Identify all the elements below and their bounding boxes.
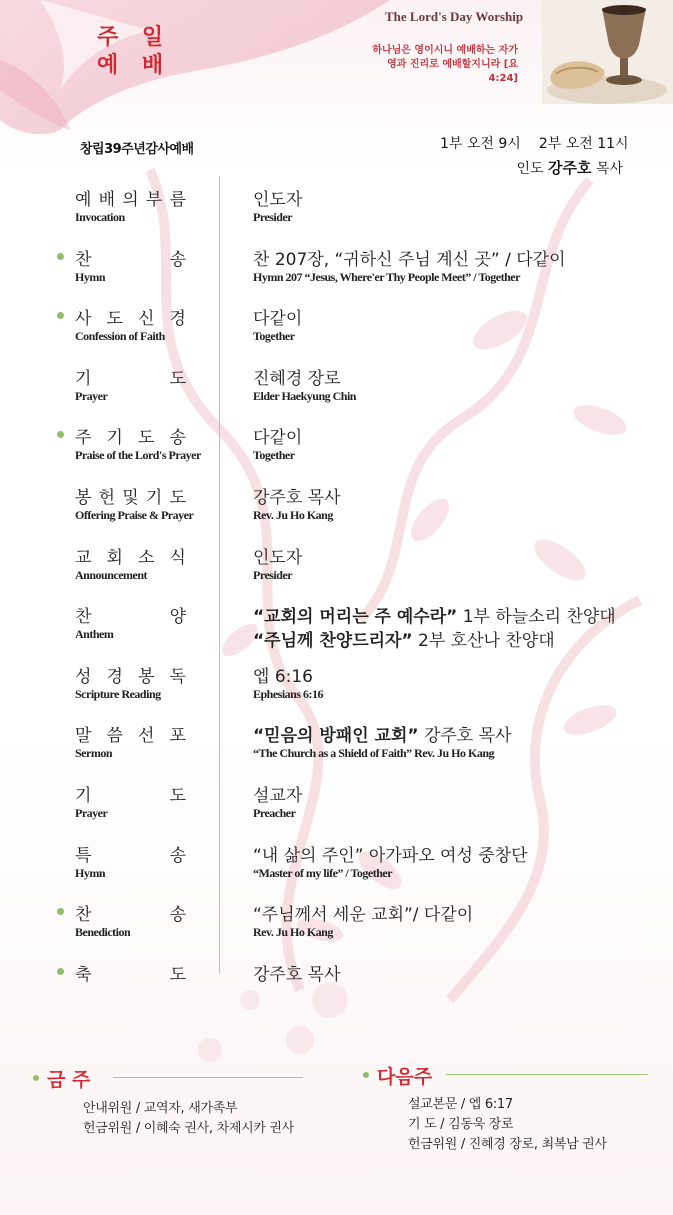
item-detail-text: 인도자 [253, 190, 303, 210]
item-title-char: 신 [138, 309, 156, 329]
item-title-char: 및 [122, 488, 140, 508]
item-title-char: 사 [75, 309, 93, 329]
order-item [0, 247, 673, 305]
item-title-korean [75, 185, 187, 210]
item-detail [253, 543, 302, 568]
item-detail-emphasis: “주님께 찬양드리자” [253, 631, 413, 651]
order-item [0, 962, 673, 1020]
next-week-line: 헌금위원 / 진혜경 장로, 최복남 권사 [408, 1137, 607, 1152]
item-detail [253, 185, 302, 210]
item-title-char: 봉 [75, 488, 93, 508]
item-detail [253, 900, 473, 925]
item-detail-text: 강주호 목사 [418, 726, 512, 746]
item-title-char: 성 [75, 667, 93, 687]
this-week-bullet [33, 1075, 39, 1081]
order-item [0, 664, 673, 722]
item-detail [253, 841, 528, 866]
item-detail-english: Elder Haekyung Chin [253, 389, 356, 403]
communion-cup-illustration [542, 0, 673, 104]
this-week-line: 헌금위원 / 이혜숙 권사, 차제시카 권사 [83, 1121, 294, 1136]
this-week-title: 금 주 [47, 1069, 91, 1091]
item-detail-emphasis: “교회의 머리는 주 예수라” [253, 607, 458, 627]
item-detail-english: Presider [253, 568, 293, 582]
header-verse: 하나님은 영이시니 예배하는 자가 영과 진리로 예배할지니라 [요4:24] [372, 45, 518, 84]
next-week-rule [446, 1074, 648, 1075]
order-item [0, 843, 673, 901]
item-detail-english: Presider [253, 210, 293, 224]
item-title-char: 의 [122, 190, 140, 210]
brand-title: The Lord's Day Worship [385, 9, 524, 24]
item-title-char: 회 [106, 548, 124, 568]
order-item [0, 783, 673, 841]
this-week-rule [113, 1077, 303, 1078]
item-detail-text: 1부 하늘소리 찬양대 [457, 607, 616, 627]
this-week-line: 안내위원 / 교역자, 새가족부 [83, 1101, 238, 1116]
item-title-char: 경 [169, 309, 187, 329]
item-detail-english: Together [253, 329, 295, 343]
item-title-korean [75, 841, 187, 866]
item-detail [253, 483, 341, 508]
item-detail-text: 진혜경 장로 [253, 369, 341, 389]
item-detail-second [253, 626, 555, 651]
order-item [0, 485, 673, 543]
item-title-english: Prayer [75, 806, 108, 820]
item-detail-english: Ephesians 6:16 [253, 687, 324, 701]
item-detail-text: 설교자 [253, 786, 303, 806]
item-detail-english: “The Church as a Shield of Faith” Rev. Ju Ho Kang [253, 746, 494, 760]
header-title: 주 일 예 배 [97, 25, 172, 78]
item-detail-text: 다같이 [253, 428, 303, 448]
item-title-char: 찬 [75, 250, 93, 270]
item-detail [253, 364, 341, 389]
item-title-char: 송 [169, 250, 187, 270]
item-title-char: 도 [169, 965, 187, 985]
item-detail [253, 602, 616, 627]
item-title-char: 포 [169, 726, 187, 746]
item-detail-english: “Master of my life” / Together [253, 866, 393, 880]
item-title-char: 도 [169, 488, 187, 508]
item-title-english: Prayer [75, 389, 108, 403]
item-title-char: 도 [169, 786, 187, 806]
item-detail-emphasis: “믿음의 방패인 교회” [253, 726, 419, 746]
item-detail-text: 인도자 [253, 548, 303, 568]
item-title-char: 부 [145, 190, 164, 210]
item-title-char: 찬 [75, 607, 93, 627]
item-title-english: Anthem [75, 627, 114, 641]
item-title-char: 송 [169, 846, 187, 866]
item-title-char: 찬 [75, 905, 93, 925]
item-title-char: 헌 [98, 488, 117, 508]
item-title-korean [75, 304, 187, 329]
item-title-char: 경 [106, 667, 124, 687]
item-title-korean [75, 364, 187, 389]
order-item [0, 902, 673, 960]
order-item [0, 425, 673, 483]
order-item [0, 604, 673, 662]
item-title-english: Praise of the Lord's Prayer [75, 448, 201, 462]
item-detail-text: 강주호 목사 [253, 965, 341, 985]
item-title-english: Scripture Reading [75, 687, 161, 701]
item-title-english: Benediction [75, 925, 131, 939]
item-title-korean [75, 245, 187, 270]
next-week-bullet [363, 1072, 369, 1078]
item-detail [253, 304, 302, 329]
next-week-line: 설교본문 / 엡 6:17 [408, 1097, 513, 1112]
item-detail-text: 강주호 목사 [253, 488, 341, 508]
item-title-char: 소 [138, 548, 156, 568]
item-detail [253, 423, 302, 448]
item-detail-text: 다같이 [253, 309, 303, 329]
item-title-char: 도 [106, 309, 124, 329]
item-bullet [57, 908, 64, 915]
item-title-char: 기 [75, 786, 93, 806]
item-title-korean [75, 602, 187, 627]
service-name: 창립39주년감사예배 [80, 142, 194, 157]
item-title-char: 기 [145, 488, 164, 508]
item-title-korean [75, 483, 187, 508]
item-detail-english: Preacher [253, 806, 296, 820]
item-title-english: Sermon [75, 746, 112, 760]
item-detail [253, 245, 566, 270]
item-title-char: 양 [169, 607, 187, 627]
this-week-notes [83, 1099, 294, 1139]
item-title-korean [75, 721, 187, 746]
item-title-korean [75, 423, 187, 448]
item-bullet [57, 253, 64, 260]
item-detail-text: 2부 호산나 찬양대 [412, 631, 555, 651]
item-detail [253, 960, 341, 985]
item-detail-text: “주님께서 세운 교회”/ 다같이 [253, 905, 474, 925]
service-leader: 인도 강주호 목사 [516, 159, 623, 177]
item-detail [253, 662, 313, 687]
item-title-char: 주 [75, 428, 93, 448]
item-title-english: Hymn [75, 866, 106, 880]
item-title-english: Confession of Faith [75, 329, 165, 343]
service-time-2: 2부 오전 11시 [538, 136, 629, 152]
item-bullet [57, 968, 64, 975]
item-title-char: 기 [75, 369, 93, 389]
item-title-english: Announcement [75, 568, 148, 582]
item-title-korean [75, 662, 187, 687]
item-title-char: 기 [106, 428, 124, 448]
item-detail-english: Hymn 207 “Jesus, Where'er Thy People Meet” / Together [253, 270, 520, 284]
item-title-char: 씀 [106, 726, 124, 746]
item-title-char: 교 [75, 548, 93, 568]
next-week-line: 기 도 / 김동욱 장로 [408, 1117, 514, 1132]
order-item [0, 306, 673, 364]
item-title-korean [75, 900, 187, 925]
item-title-char: 송 [169, 905, 187, 925]
item-title-char: 특 [75, 846, 93, 866]
item-title-char: 독 [169, 667, 187, 687]
order-item [0, 366, 673, 424]
item-detail-english: Together [253, 448, 295, 462]
item-bullet [57, 431, 64, 438]
item-detail-text: 엡 6:16 [253, 667, 314, 687]
item-detail-english: Rev. Ju Ho Kang [253, 508, 333, 522]
order-item [0, 723, 673, 781]
item-title-char: 식 [169, 548, 187, 568]
item-title-korean [75, 781, 187, 806]
order-item [0, 187, 673, 245]
item-detail [253, 721, 511, 746]
item-title-char: 예 [75, 190, 93, 210]
item-title-korean [75, 543, 187, 568]
item-title-english: Offering Praise & Prayer [75, 508, 194, 522]
item-title-char: 름 [169, 190, 187, 210]
item-title-char: 배 [98, 190, 117, 210]
item-title-char: 말 [75, 726, 93, 746]
order-item [0, 545, 673, 603]
item-title-char: 봉 [138, 667, 156, 687]
item-title-char: 송 [169, 428, 187, 448]
item-detail [253, 781, 302, 806]
item-title-korean [75, 960, 187, 985]
item-title-char: 도 [169, 369, 187, 389]
item-detail-english: Rev. Ju Ho Kang [253, 925, 333, 939]
service-times [440, 133, 629, 153]
item-title-english: Invocation [75, 210, 125, 224]
item-title-char: 선 [138, 726, 156, 746]
item-detail-text: 찬 207장, “귀하신 주님 계신 곳” / 다같이 [253, 250, 566, 270]
item-title-char: 도 [138, 428, 156, 448]
service-time-1: 1부 오전 9시 [440, 136, 521, 152]
next-week-notes [408, 1095, 607, 1155]
next-week-title: 다음주 [377, 1066, 433, 1088]
item-title-english: Hymn [75, 270, 106, 284]
item-detail-text: “내 삶의 주인” 아가파오 여성 중창단 [253, 846, 528, 866]
item-bullet [57, 312, 64, 319]
item-title-char: 축 [75, 965, 93, 985]
